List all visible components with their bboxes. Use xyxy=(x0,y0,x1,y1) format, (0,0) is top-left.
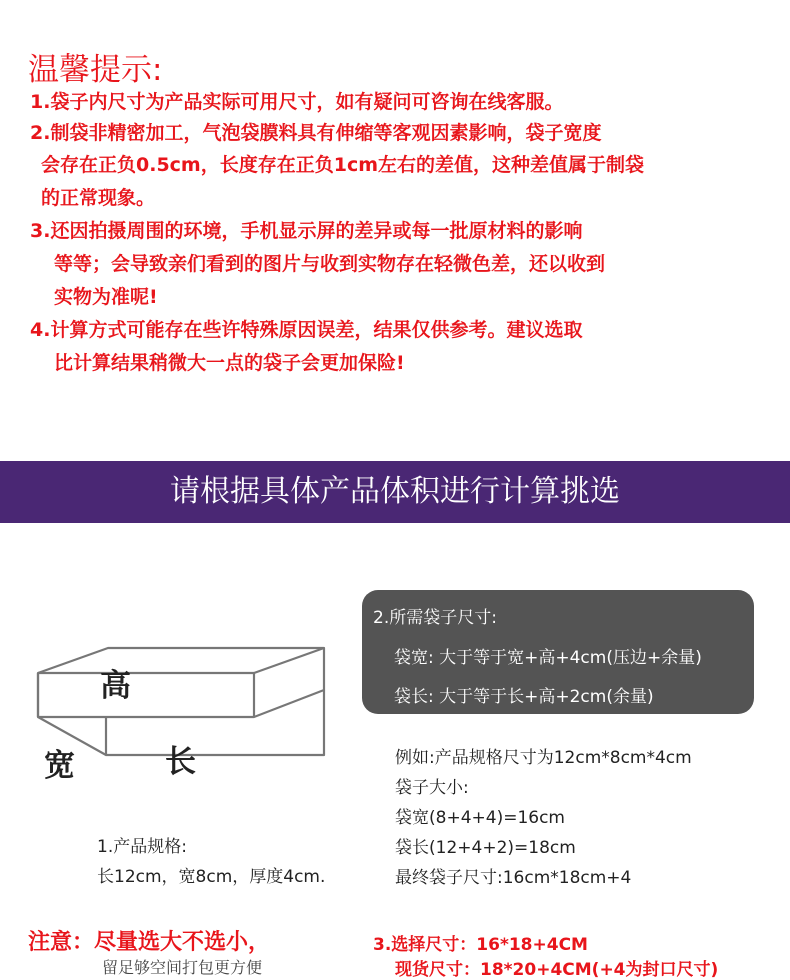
example-line-3: 袋宽(8+4+4)=16cm xyxy=(395,808,565,828)
bag-size-rule-box xyxy=(362,590,754,714)
notice-line-5: 3.还因拍摄周围的环境，手机显示屏的差异或每一批原材料的影响 xyxy=(30,220,583,242)
notice-line-1: 1.袋子内尺寸为产品实际可用尺寸，如有疑问可咨询在线客服。 xyxy=(30,91,564,113)
attention-subtext: 留足够空间打包更方便 xyxy=(102,958,263,977)
attention-heading: 注意：尽量选大不选小， xyxy=(28,930,271,955)
notice-line-4: 的正常现象。 xyxy=(41,187,156,209)
example-line-5: 最终袋子尺寸:16cm*18cm+4 xyxy=(395,868,632,888)
notice-title: 温馨提示: xyxy=(28,52,163,88)
example-line-4: 袋长(12+4+2)=18cm xyxy=(395,838,576,858)
example-line-1: 例如:产品规格尺寸为12cm*8cm*4cm xyxy=(395,748,692,768)
spec-title: 1.产品规格: xyxy=(97,837,187,857)
diagram-height-label: 高 xyxy=(100,668,131,704)
notice-line-9: 比计算结果稍微大一点的袋子会更加保险! xyxy=(54,352,405,374)
bag-width-rule: 袋宽: 大于等于宽+高+4cm(压边+余量) xyxy=(394,648,702,668)
notice-line-7: 实物为准呢! xyxy=(54,286,158,308)
notice-line-3: 会存在正负0.5cm，长度存在正负1cm左右的差值，这种差值属于制袋 xyxy=(41,154,645,176)
notice-line-6: 等等；会导致亲们看到的图片与收到实物存在轻微色差，还以收到 xyxy=(54,253,606,275)
bag-length-rule: 袋长: 大于等于长+高+2cm(余量) xyxy=(394,687,654,707)
spec-value: 长12cm，宽8cm，厚度4cm. xyxy=(97,867,326,887)
banner-title: 请根据具体产品体积进行计算挑选 xyxy=(170,474,620,509)
example-line-2: 袋子大小: xyxy=(395,778,469,798)
choose-size-line: 3.选择尺寸：16*18+4CM xyxy=(373,935,588,955)
stock-size-line: 现货尺寸：18*20+4CM(+4为封口尺寸) xyxy=(395,960,719,980)
notice-line-8: 4.计算方式可能存在些许特殊原因误差，结果仅供参考。建议选取 xyxy=(30,319,583,341)
diagram-width-label: 宽 xyxy=(44,748,75,784)
diagram-length-label: 长 xyxy=(165,744,196,780)
bag-size-title: 2.所需袋子尺寸: xyxy=(373,608,497,628)
section-banner xyxy=(0,461,790,523)
notice-line-2: 2.制袋非精密加工，气泡袋膜料具有伸缩等客观因素影响，袋子宽度 xyxy=(30,122,602,144)
